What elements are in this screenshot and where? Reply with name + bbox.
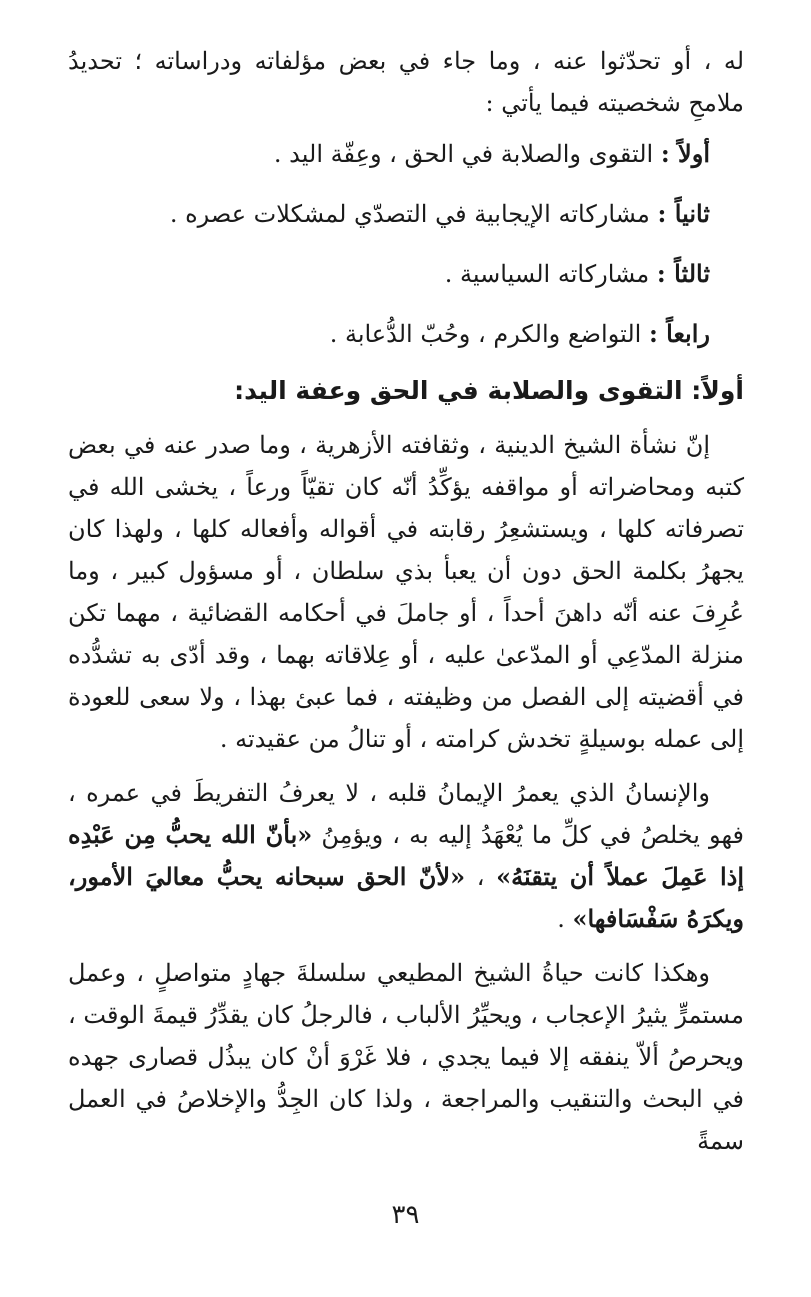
list-item-third	[68, 244, 744, 304]
list-item-number: رابعاً :	[648, 319, 710, 348]
body-paragraph-1: إنّ نشأة الشيخ الدينية ، وثقافته الأزهرية ، وما صدر عنه في بعض كتبه ومحاضراته أو مواقفه يؤكِّدُ أنّه كان تقيّاً ورعاً ، يخشى الله في تصرفاته كلها ، ويستشعِرُ رقابته في أقواله وأفعاله كلها ، ولهذا كان يجهرُ بكلمة الحق دون أن يعبأ بذي سلطان ، أو مسؤول كبير ، وما عُرِفَ عنه أنّه داهنَ أحداً ، أو جاملَ في أحكامه القضائية ، مهما تكن منزلة المدّعِي أو المدّعىٰ عليه ، أو عِلاقاته بهما ، وقد أدّى به تشدُّده في أقضيته إلى الفصل من وظيفته ، فما عبئ بهذا ، ولا سعى للعودة إلى عمله بوسيلةٍ تخدش كرامته ، أو تنالُ من عقيدته .	[68, 431, 744, 753]
list-item-text: مشاركاته السياسية .	[444, 260, 657, 288]
list-item-second	[68, 184, 744, 244]
list-item-text: التواضع والكرم ، وحُبّ الدُّعابة .	[329, 320, 649, 348]
quoted-saying: «لأنّ الحق سبحانه يحبُّ معاليَ الأمور، ويكرَهُ سَفْسَافها»	[68, 862, 744, 933]
paragraph-gap	[68, 940, 744, 952]
list-item-number: ثانياً :	[657, 199, 710, 228]
section-heading: أولاً: التقوى والصلابة في الحق وعفة اليد:	[234, 376, 744, 405]
intro-paragraph: له ، أو تحدّثوا عنه ، وما جاء في بعض مؤلفاته ودراساته ؛ تحديدُ ملامحِ شخصيته فيما يأتي :	[68, 47, 745, 117]
page-number: ٣٩	[391, 1200, 420, 1230]
list-item-number: ثالثاً :	[656, 259, 710, 288]
list-item-text: مشاركاته الإيجابية في التصدّي لمشكلات عصره .	[169, 200, 658, 228]
paragraph-text: والإنسانُ الذي يعمرُ الإيمانُ قلبه ، لا يعرفُ التفريطَ في عمره ، فهو يخلصُ في كلِّ ما يُعْهَدُ إليه به ، ويؤمِنُ	[68, 779, 744, 849]
page-body	[68, 40, 744, 1162]
list-item-first	[68, 124, 744, 184]
list-item-number: أولاً :	[660, 139, 710, 168]
paragraph-text: ،	[465, 863, 497, 891]
list-item-text: التقوى والصلابة في الحق ، وعِفّة اليد .	[273, 140, 661, 168]
paragraph-gap	[68, 760, 744, 772]
body-paragraph-3: وهكذا كانت حياةُ الشيخ المطيعي سلسلةَ جهادٍ متواصلٍ ، وعمل مستمرٍّ يثيرُ الإعجاب ، ويحيِّرُ الألباب ، فالرجلُ كان يقدِّرُ قيمةَ الوقت ، ويحرصُ ألاّ ينفقه إلا فيما يجدي ، فلا غَرْوَ أنْ كان يبذُل قصارى جهده في البحث والتنقيب والمراجعة ، ولذا كان الجِدُّ والإخلاصُ في العمل سمةً	[68, 959, 744, 1155]
body-paragraph-2	[68, 772, 744, 940]
paragraph-text: .	[557, 905, 573, 933]
quoted-hadith: «بأنّ الله يحبُّ مِن عَبْدِه إذا عَمِلَ عملاً أن يتقنَهُ»	[68, 820, 745, 891]
list-item-fourth	[68, 304, 744, 364]
